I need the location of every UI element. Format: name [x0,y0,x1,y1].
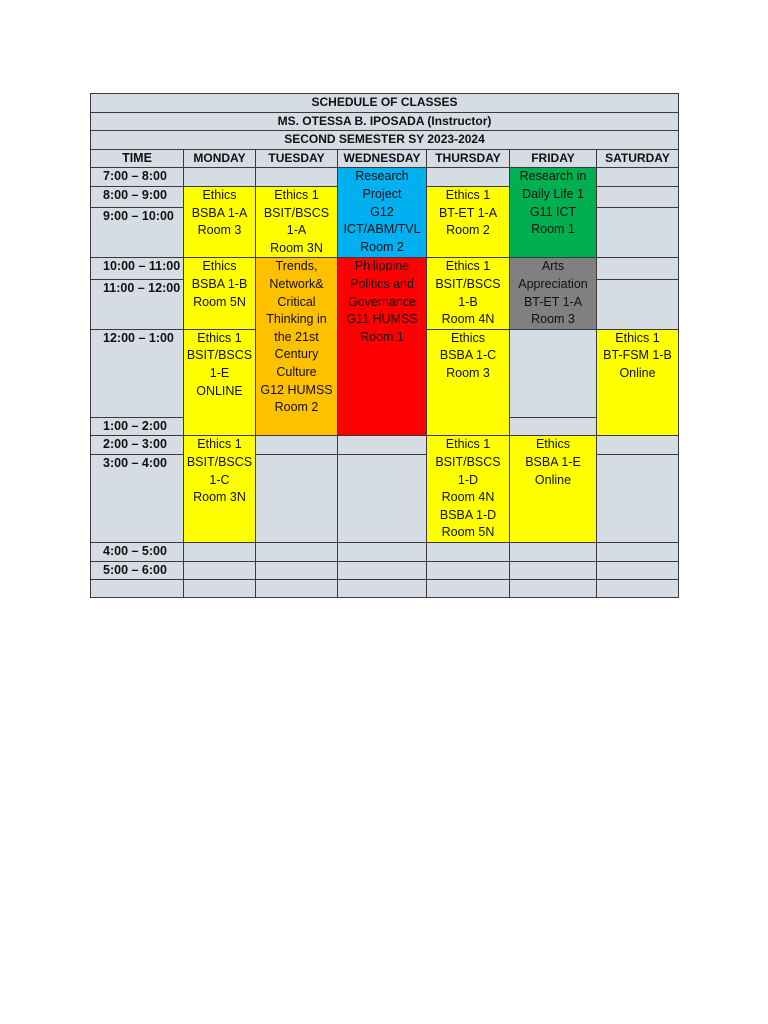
class-cell-line: Room 4N [441,312,495,327]
class-cell-line: Philippine [354,259,410,274]
class-cell-line: 1-B [458,294,478,309]
empty-slot [184,561,256,580]
class-cell [427,329,510,436]
class-cell-line: BT-ET 1-A [438,205,498,220]
class-cell-line: Room 4N [441,490,495,505]
class-cell-line: Research in [519,169,587,184]
class-cell-line: BSBA 1-B [191,276,248,291]
class-cell-line: G12 [370,204,394,219]
class-cell-line: Ethics [450,330,486,345]
time-slot: 9:00 – 10:00 [91,208,184,258]
class-cell-line: Appreciation [518,276,588,291]
class-cell-line: Room 3 [531,312,575,327]
empty-slot [256,580,338,598]
class-cell [510,168,597,258]
class-cell-line: Online [534,472,572,487]
column-header-friday: FRIDAY [510,149,597,168]
class-cell-line: Trends, [275,259,318,274]
class-cell [597,329,679,436]
empty-slot [184,168,256,187]
class-cell-line: Thinking in [266,312,327,327]
class-cell-line: Room 3 [197,223,242,238]
time-slot: 11:00 – 12:00 [91,279,184,329]
class-cell [256,186,338,257]
empty-slot [427,168,510,187]
class-cell-line: Room 3 [446,365,490,380]
time-slot: 10:00 – 11:00 [91,258,184,279]
empty-slot [427,580,510,598]
empty-slot [597,258,679,279]
class-cell-line: Room 2 [446,223,490,238]
class-cell-line: Room 1 [531,222,575,237]
empty-slot [510,329,597,417]
empty-slot [256,561,338,580]
class-cell [427,436,510,543]
empty-slot [597,542,679,561]
empty-slot [510,417,597,436]
empty-slot [184,580,256,598]
class-cell [184,329,256,436]
empty-slot [597,436,679,455]
class-cell-line: Ethics [202,259,237,274]
class-cell [427,258,510,329]
instructor-name: MS. OTESSA B. IPOSADA (Instructor) [91,112,679,131]
class-cell-line: ICT/ABM/TVL [343,222,421,237]
class-cell-line: Ethics 1 [197,437,242,452]
empty-slot [256,436,338,455]
class-cell-line: BSIT/BSCS [435,276,501,291]
time-slot: 12:00 – 1:00 [91,329,184,417]
empty-slot [597,208,679,258]
class-cell-line: Room 1 [360,329,404,344]
class-cell-line: BT-FSM 1-B [603,348,672,363]
empty-slot [338,580,427,598]
class-cell-line: 1-A [286,223,307,238]
time-slot: 7:00 – 8:00 [91,168,184,187]
empty-slot [597,279,679,329]
class-cell [510,258,597,329]
empty-slot [338,436,427,455]
empty-slot [91,580,184,598]
empty-slot [597,580,679,598]
empty-slot [510,561,597,580]
class-cell-line: BSIT/BSCS [435,454,501,469]
time-slot: 3:00 – 4:00 [91,454,184,542]
empty-slot [597,454,679,542]
class-cell-line: Project [362,186,402,201]
empty-slot [597,561,679,580]
empty-slot [427,561,510,580]
class-cell-line: Ethics 1 [197,330,242,345]
empty-slot [256,542,338,561]
class-cell-line: BSIT/BSCS [263,205,330,220]
empty-slot [338,454,427,542]
class-cell-line: Ethics [202,187,237,202]
class-cell-line: BSBA 1-A [191,205,248,220]
class-cell-line: BSBA 1-D [439,507,497,522]
class-cell-line: Politics and [350,276,414,291]
class-cell-line: Century [274,347,319,362]
class-cell-line: Ethics 1 [615,330,660,345]
column-header-thursday: THURSDAY [427,149,510,168]
empty-slot [338,542,427,561]
class-cell [256,258,338,436]
column-header-saturday: SATURDAY [597,149,679,168]
class-cell-line: G11 HUMSS [346,312,418,327]
class-cell-line: Room 2 [360,239,404,254]
class-cell-line: BT-ET 1-A [523,294,583,309]
class-cell [184,436,256,543]
column-header-time: TIME [91,149,184,168]
class-cell-line: G11 ICT [529,204,577,219]
class-cell-line: BSBA 1-C [439,348,497,363]
class-cell-line: Research [355,169,409,184]
class-cell [184,186,256,257]
class-cell-line: Ethics 1 [274,187,319,202]
schedule-table [90,93,679,598]
class-cell-line: BSIT/BSCS [186,454,253,469]
class-cell-line: ONLINE [196,383,243,398]
class-cell-line: Room 5N [441,525,495,540]
time-slot: 5:00 – 6:00 [91,561,184,580]
empty-slot [510,542,597,561]
class-cell [338,168,427,258]
empty-slot [510,580,597,598]
semester-label: SECOND SEMESTER SY 2023-2024 [91,131,679,150]
class-cell-line: Ethics 1 [445,437,491,452]
class-cell-line: G12 HUMSS [260,382,333,397]
empty-slot [184,542,256,561]
empty-slot [256,454,338,542]
class-cell-line: Arts [541,259,565,274]
class-cell [184,258,256,329]
class-cell-line: Room 3N [270,240,323,255]
class-cell-line: Online [619,365,656,380]
class-cell-line: Culture [276,364,317,379]
class-cell-line: Critical [277,294,316,309]
class-cell [427,186,510,257]
time-slot: 1:00 – 2:00 [91,417,184,436]
class-cell-line: 1-D [457,472,479,487]
class-cell-line: Daily Life 1 [522,186,584,201]
class-cell-line: BSBA 1-E [525,454,581,469]
column-header-tuesday: TUESDAY [256,149,338,168]
class-cell-line: Ethics [535,437,571,452]
time-slot: 8:00 – 9:00 [91,186,184,207]
empty-slot [256,168,338,187]
class-cell-line: 1-C [209,472,230,487]
empty-slot [338,561,427,580]
empty-slot [597,168,679,187]
class-cell [510,436,597,543]
class-cell-line: 1-E [209,365,230,380]
column-header-wednesday: WEDNESDAY [338,149,427,168]
time-slot: 2:00 – 3:00 [91,436,184,455]
time-slot: 4:00 – 5:00 [91,542,184,561]
class-cell-line: Room 2 [274,400,319,415]
class-cell-line: the 21st [274,329,319,344]
class-cell-line: Ethics 1 [445,259,491,274]
class-cell-line: BSIT/BSCS [186,348,253,363]
empty-slot [597,186,679,207]
class-cell-line: Room 5N [193,294,246,309]
schedule-title: SCHEDULE OF CLASSES [91,94,679,113]
class-cell-line: Governance [347,294,417,309]
class-cell-line: Network& [269,276,324,291]
class-cell-line: Ethics 1 [445,187,491,202]
class-cell [338,258,427,436]
empty-slot [427,542,510,561]
class-cell-line: Room 3N [193,490,246,505]
column-header-monday: MONDAY [184,149,256,168]
